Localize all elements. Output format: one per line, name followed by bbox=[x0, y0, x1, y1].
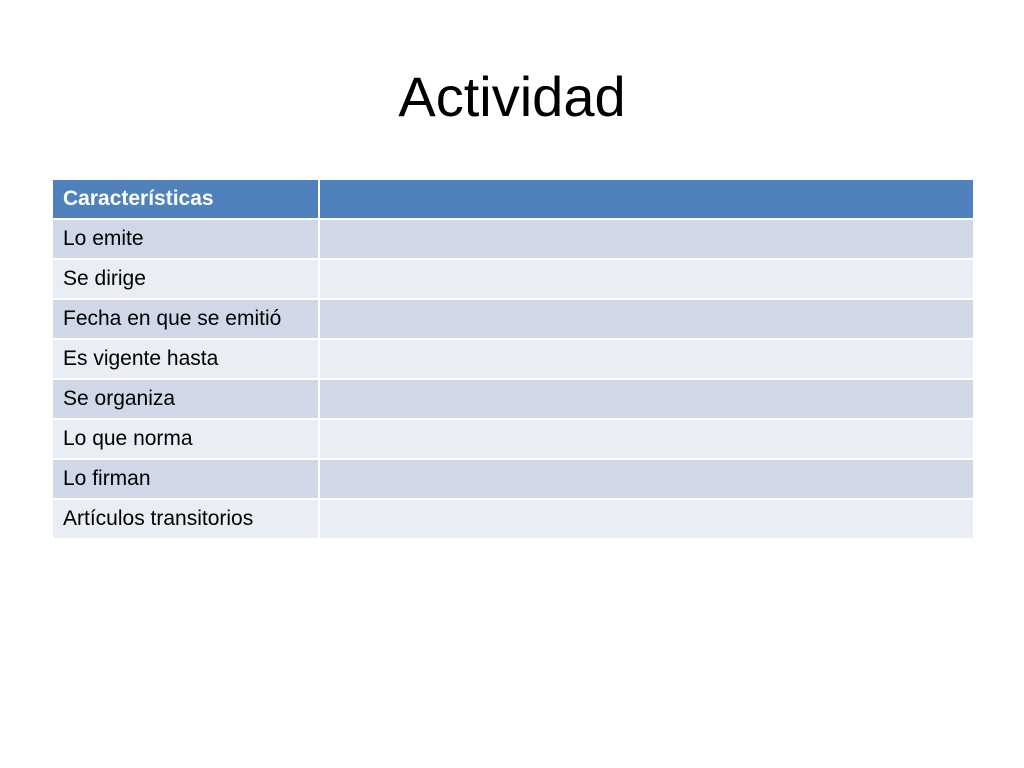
row-label: Lo firman bbox=[52, 459, 319, 499]
header-cell-blank bbox=[319, 179, 974, 219]
table-row bbox=[52, 459, 974, 499]
row-label: Es vigente hasta bbox=[52, 339, 319, 379]
row-answer-cell[interactable] bbox=[319, 219, 974, 259]
table-row bbox=[52, 339, 974, 379]
row-label: Se dirige bbox=[52, 259, 319, 299]
table-row bbox=[52, 499, 974, 539]
slide-title: Actividad bbox=[398, 65, 626, 128]
row-label: Lo emite bbox=[52, 219, 319, 259]
activity-table bbox=[51, 178, 975, 540]
row-label: Artículos transitorios bbox=[52, 499, 319, 539]
row-answer-cell[interactable] bbox=[319, 459, 974, 499]
row-answer-cell[interactable] bbox=[319, 299, 974, 339]
row-label: Fecha en que se emitió bbox=[52, 299, 319, 339]
row-answer-cell[interactable] bbox=[319, 379, 974, 419]
table-row bbox=[52, 379, 974, 419]
row-answer-cell[interactable] bbox=[319, 339, 974, 379]
table-header-row bbox=[52, 179, 974, 219]
header-cell-caracteristicas: Características bbox=[52, 179, 319, 219]
row-answer-cell[interactable] bbox=[319, 419, 974, 459]
table-row bbox=[52, 259, 974, 299]
row-label: Lo que norma bbox=[52, 419, 319, 459]
table-row bbox=[52, 419, 974, 459]
row-answer-cell[interactable] bbox=[319, 259, 974, 299]
row-answer-cell[interactable] bbox=[319, 499, 974, 539]
table-row bbox=[52, 299, 974, 339]
row-label: Se organiza bbox=[52, 379, 319, 419]
table-row bbox=[52, 219, 974, 259]
